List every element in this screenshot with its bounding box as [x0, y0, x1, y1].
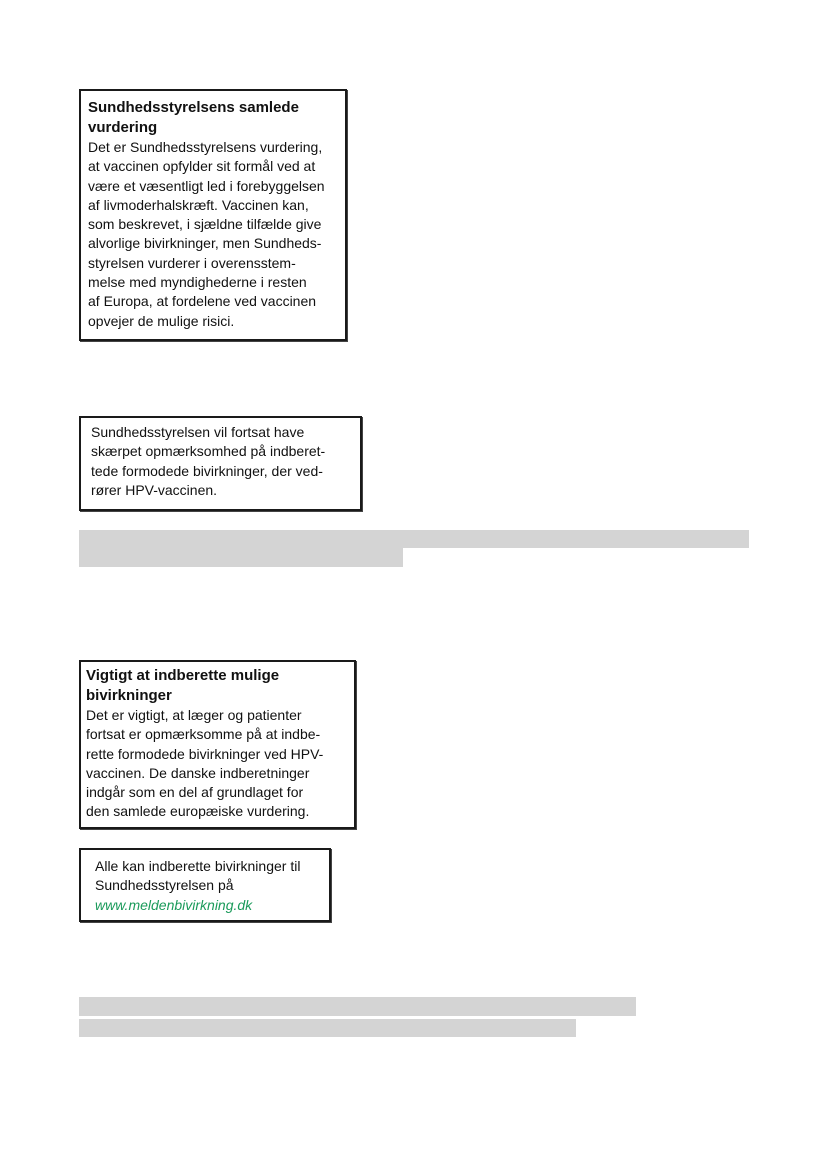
report-text: Det er vigtigt, at læger og patienter fortsat er opmærksomme på at indbe- rette formodede bivirkninger ved HPV- vaccinen. De danske indberetninger indgår som en del af grundlaget for den samlede europæiske vurdering. [86, 707, 324, 820]
attention-text: Sundhedsstyrelsen vil fortsat have skærpet opmærksomhed på indberet- tede formodede bivirkninger, der ved- rører HPV-vaccinen. [91, 424, 326, 498]
redacted-text-line [79, 548, 403, 567]
contact-box [79, 848, 331, 922]
assessment-text: Det er Sundhedsstyrelsens vurdering, at vaccinen opfylder sit formål ved at være et væsentligt led i forebyggelsen af livmoderhalskræft. Vaccinen kan, som beskrevet, i sjældne tilfælde give alvorlige bivirkninger, men Sundheds- styrelsen vurderer i overensstem- melse med myndighederne i resten af Europa, at fordelene ved vaccinen opvejer de mulige risici. [88, 139, 325, 329]
redacted-text-line [79, 1019, 576, 1037]
redacted-text-line [79, 530, 749, 548]
attention-box [79, 416, 362, 511]
report-website-link[interactable]: www.meldenbivirkning.dk [95, 896, 253, 913]
assessment-box [79, 89, 347, 341]
contact-text: Alle kan indberette bivirkninger til Sundhedsstyrelsen på [95, 858, 301, 894]
report-title: Vigtigt at indberette mulige bivirkninger [86, 667, 280, 704]
assessment-title: Sundhedsstyrelsens samlede vurdering [88, 99, 299, 136]
report-box [79, 660, 356, 829]
redacted-text-line [79, 997, 636, 1016]
